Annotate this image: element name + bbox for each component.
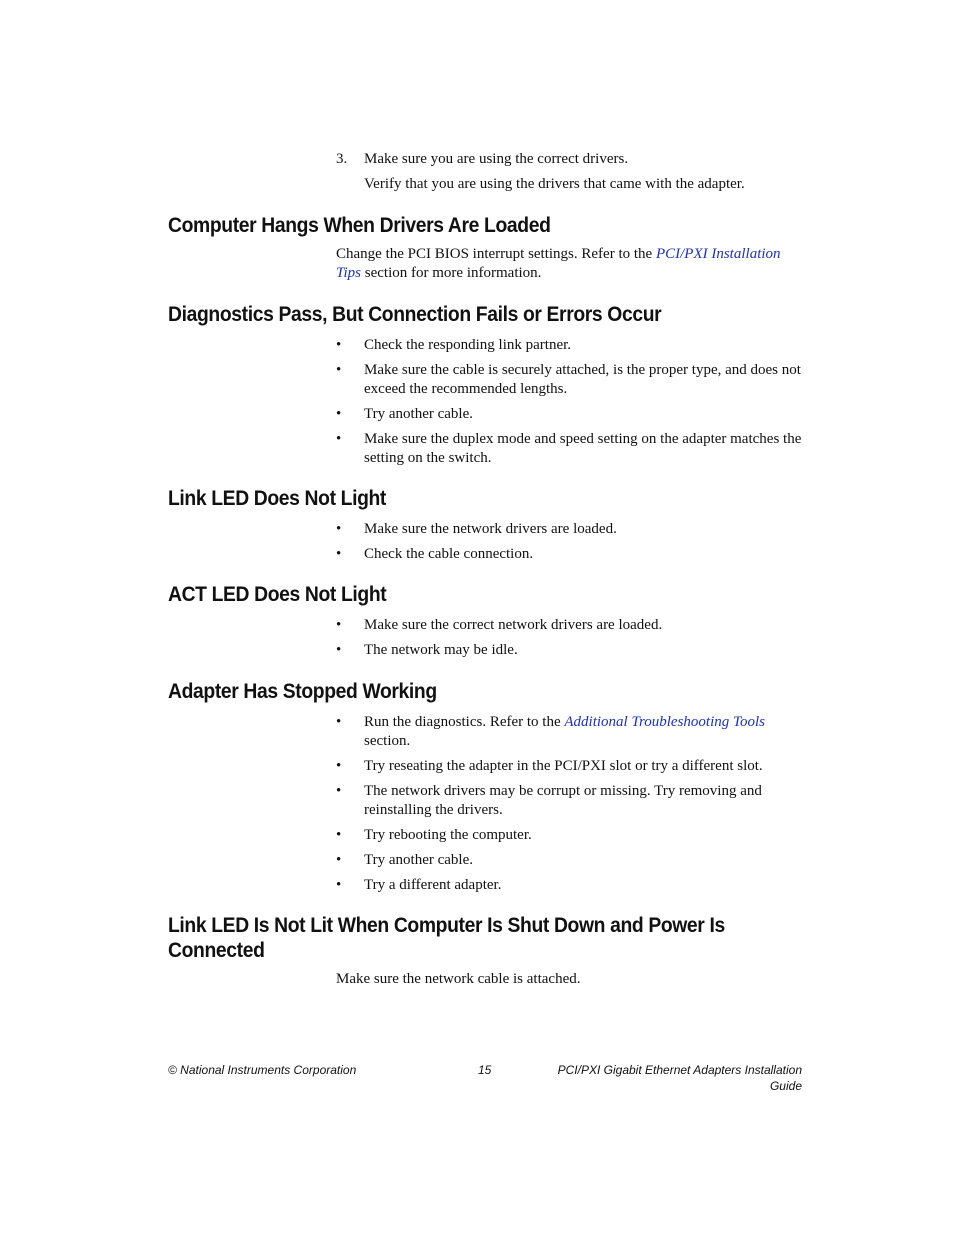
bullet-marker: • xyxy=(336,617,342,633)
shutdown-paragraph: Make sure the network cable is attached. xyxy=(336,971,581,987)
bullet-marker: • xyxy=(336,714,342,730)
footer-guide-title: PCI/PXI Gigabit Ethernet Adapters Installation Guide xyxy=(557,1063,802,1093)
list-item-text: Try reseating the adapter in the PCI/PXI slot or try a different slot. xyxy=(364,758,763,774)
list-item-text: Make sure the network drivers are loaded. xyxy=(364,521,617,537)
bullet-marker: • xyxy=(336,546,342,562)
heading-adapter-stopped: Adapter Has Stopped Working xyxy=(168,680,437,703)
bullet-marker: • xyxy=(336,877,342,893)
link-led-list xyxy=(336,520,802,570)
list-item-text: Make sure the correct network drivers are loaded. xyxy=(364,617,663,633)
bullet-marker: • xyxy=(336,758,342,774)
bullet-marker: • xyxy=(336,431,342,447)
list-item xyxy=(336,405,802,424)
bullet-marker: • xyxy=(336,642,342,658)
list-item xyxy=(336,430,802,468)
heading-link-led: Link LED Does Not Light xyxy=(168,487,387,510)
step-number: 3. xyxy=(336,151,348,167)
list-item xyxy=(336,757,802,776)
footer-page-number: 15 xyxy=(478,1063,492,1077)
list-item-text: Try another cable. xyxy=(364,406,473,422)
footer-copyright: © National Instruments Corporation xyxy=(168,1063,357,1077)
list-item-text: Try another cable. xyxy=(364,852,473,868)
bullet-marker: • xyxy=(336,852,342,868)
bullet-marker: • xyxy=(336,406,342,422)
hangs-text-after: section for more information. xyxy=(361,265,542,281)
step-3-detail: Verify that you are using the drivers that came with the adapter. xyxy=(364,176,745,192)
list-item-text: Try rebooting the computer. xyxy=(364,827,532,843)
step-text: Make sure you are using the correct drivers. xyxy=(364,151,629,167)
list-item-text: Make sure the duplex mode and speed setting on the adapter matches the setting on the switch. xyxy=(364,431,802,466)
list-item-text: The network may be idle. xyxy=(364,642,518,658)
heading-diagnostics-pass: Diagnostics Pass, But Connection Fails or Errors Occur xyxy=(168,303,662,326)
list-item xyxy=(336,713,802,751)
list-item-text: Check the responding link partner. xyxy=(364,337,572,353)
bullet-marker: • xyxy=(336,521,342,537)
stopped-list xyxy=(336,713,802,901)
bullet-marker: • xyxy=(336,827,342,843)
list-item xyxy=(336,361,802,399)
list-item-text: section. xyxy=(364,733,411,749)
list-item xyxy=(336,851,802,870)
list-item xyxy=(336,826,802,845)
diagnostics-list xyxy=(336,336,802,474)
hangs-paragraph xyxy=(336,245,802,283)
heading-link-led-not-lit: Link LED Is Not Lit When Computer Is Shut Down and Power Is Connected xyxy=(168,914,725,962)
act-led-list xyxy=(336,616,802,666)
list-item-text: The network drivers may be corrupt or missing. Try removing and reinstalling the drivers. xyxy=(364,783,762,818)
bullet-marker: • xyxy=(336,362,342,378)
list-item-text: Try a different adapter. xyxy=(364,877,502,893)
list-item xyxy=(336,641,802,660)
list-item-text: Run the diagnostics. Refer to the xyxy=(364,714,565,730)
list-item-text: Check the cable connection. xyxy=(364,546,534,562)
list-item xyxy=(336,520,802,539)
bullet-marker: • xyxy=(336,337,342,353)
list-item xyxy=(336,876,802,895)
list-item xyxy=(336,782,802,820)
step-3 xyxy=(336,150,802,169)
pci-pxi-installation-tips-link[interactable]: PCI/PXI Installation Tips xyxy=(336,246,781,281)
list-item xyxy=(336,616,802,635)
list-item xyxy=(336,336,802,355)
list-item xyxy=(336,545,802,564)
list-item-text: Make sure the cable is securely attached, is the proper type, and does not exceed the recommended lengths. xyxy=(364,362,801,397)
hangs-text-before: Change the PCI BIOS interrupt settings. Refer to the xyxy=(336,246,656,262)
additional-troubleshooting-tools-link[interactable]: Additional Troubleshooting Tools xyxy=(564,714,765,730)
heading-computer-hangs: Computer Hangs When Drivers Are Loaded xyxy=(168,214,551,237)
bullet-marker: • xyxy=(336,783,342,799)
heading-act-led: ACT LED Does Not Light xyxy=(168,583,387,606)
